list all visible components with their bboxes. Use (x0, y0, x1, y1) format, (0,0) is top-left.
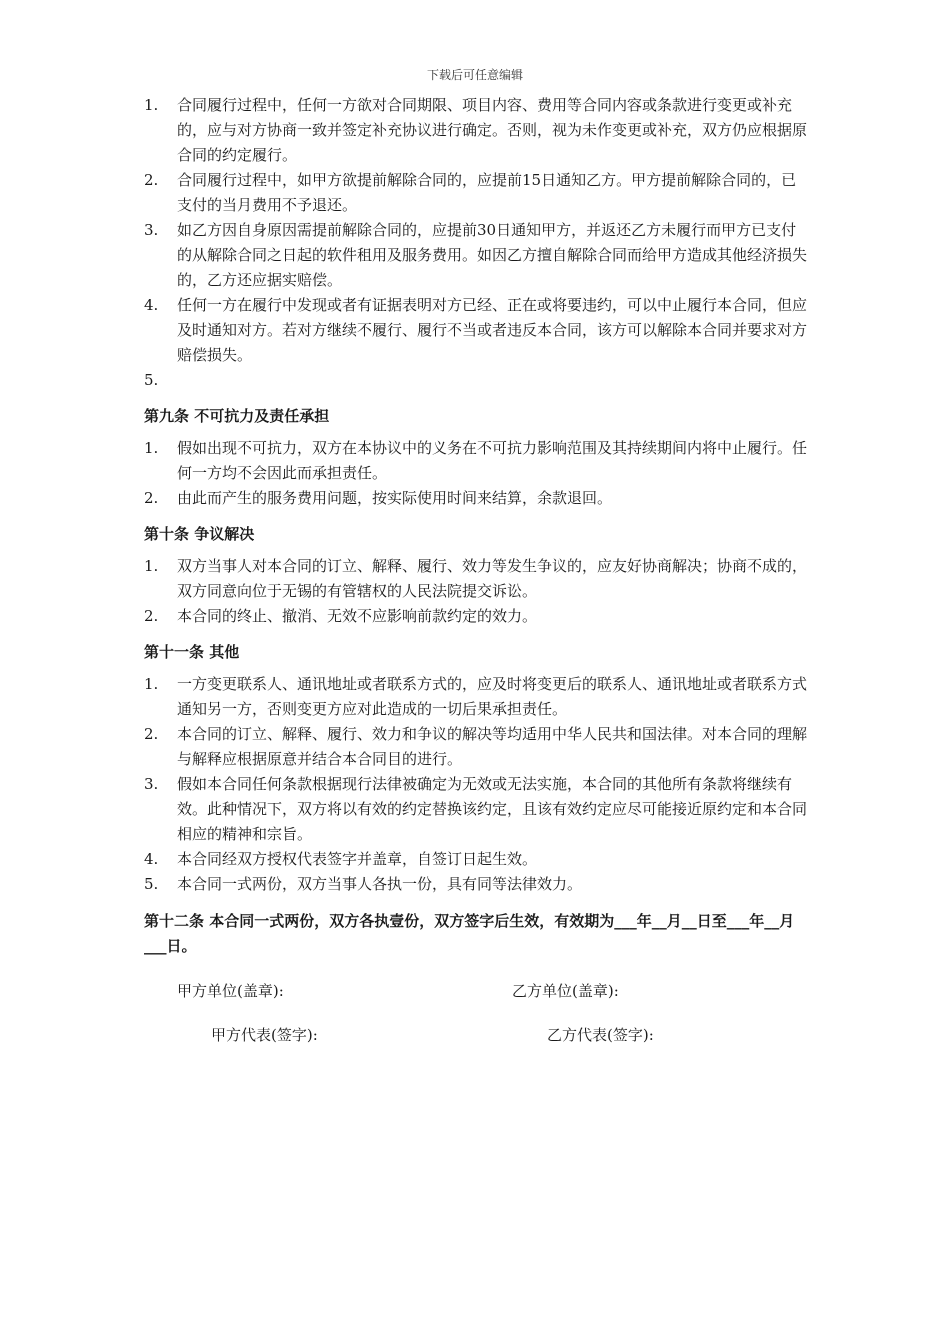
contract-body (144, 93, 808, 1047)
item-text: 如乙方因自身原因需提前解除合同的，应提前30日通知甲方，并返还乙方未履行而甲方已支付的从解除合同之日起的软件租用及服务费用。如因乙方擅自解除合同而给甲方造成其他经济损失的，乙方还应据实赔偿。 (177, 221, 808, 289)
list-item (144, 486, 808, 511)
item-number: 4. (144, 296, 159, 314)
section12-title: 第十二条 本合同一式两份，双方各执壹份，双方签字后生效，有效期为___年__月__日至___年__月___日。 (144, 912, 795, 955)
item-text (177, 371, 182, 389)
item-number: 5. (144, 371, 159, 389)
signature-row-unit (144, 979, 808, 1003)
item-text: 合同履行过程中，如甲方欲提前解除合同的，应提前15日通知乙方。甲方提前解除合同的，已支付的当月费用不予退还。 (177, 171, 797, 214)
item-number: 3. (144, 775, 159, 793)
item-number: 2. (144, 725, 159, 743)
item-text: 合同履行过程中，任何一方欲对合同期限、项目内容、费用等合同内容或条款进行变更或补充的，应与对方协商一致并签定补充协议进行确定。否则，视为未作变更或补充，双方仍应根据原合同的约定履行。 (177, 96, 808, 164)
item-text: 假如本合同任何条款根据现行法律被确定为无效或无法实施，本合同的其他所有条款将继续有效。此种情况下，双方将以有效的约定替换该约定，且该有效约定应尽可能接近原约定和本合同相应的精神和宗旨。 (177, 775, 808, 843)
party-a-unit-label: 甲方单位(盖章): (177, 982, 284, 1000)
list-item (144, 772, 808, 847)
item-number: 1. (144, 96, 159, 114)
party-b-unit-label: 乙方单位(盖章): (512, 982, 619, 1000)
list-item (144, 847, 808, 872)
item-number: 4. (144, 850, 159, 868)
list-item (144, 368, 808, 393)
item-text: 一方变更联系人、通讯地址或者联系方式的，应及时将变更后的联系人、通讯地址或者联系方式通知另一方，否则变更方应对此造成的一切后果承担责任。 (177, 675, 808, 718)
list-item (144, 672, 808, 722)
section9-list (144, 436, 808, 511)
list-item (144, 293, 808, 368)
item-number: 2. (144, 489, 159, 507)
list-item (144, 93, 808, 168)
section11-title: 第十一条 其他 (144, 643, 240, 661)
item-number: 1. (144, 557, 159, 575)
signature-row-rep (144, 1023, 808, 1047)
list-item (144, 554, 808, 604)
party-b-rep-label: 乙方代表(签字): (547, 1026, 654, 1044)
list-item (144, 168, 808, 218)
list-item (144, 436, 808, 486)
party-a-rep-label: 甲方代表(签字): (211, 1026, 318, 1044)
section11-list (144, 672, 808, 897)
item-text: 本合同经双方授权代表签字并盖章，自签订日起生效。 (177, 850, 538, 868)
item-number: 3. (144, 221, 159, 239)
item-text: 本合同的订立、解释、履行、效力和争议的解决等均适用中华人民共和国法律。对本合同的理解与解释应根据原意并结合本合同目的进行。 (177, 725, 808, 768)
page-header: 下载后可任意编辑 (426, 68, 523, 82)
item-text: 由此而产生的服务费用问题，按实际使用时间来结算，余款退回。 (177, 489, 613, 507)
list-item (144, 872, 808, 897)
section9-title: 第九条 不可抗力及责任承担 (144, 407, 330, 425)
item-text: 假如出现不可抗力，双方在本协议中的义务在不可抗力影响范围及其持续期间内将中止履行。任何一方均不会因此而承担责任。 (177, 439, 808, 482)
item-text: 本合同一式两份，双方当事人各执一份，具有同等法律效力。 (177, 875, 583, 893)
list-item (144, 604, 808, 629)
section8-list (144, 93, 808, 393)
list-item (144, 722, 808, 772)
item-text: 本合同的终止、撤消、无效不应影响前款约定的效力。 (177, 607, 538, 625)
section10-title: 第十条 争议解决 (144, 525, 255, 543)
item-number: 2. (144, 171, 159, 189)
section10-list (144, 554, 808, 629)
item-number: 1. (144, 675, 159, 693)
item-number: 2. (144, 607, 159, 625)
item-number: 5. (144, 875, 159, 893)
item-text: 任何一方在履行中发现或者有证据表明对方已经、正在或将要违约，可以中止履行本合同，但应及时通知对方。若对方继续不履行、履行不当或者违反本合同，该方可以解除本合同并要求对方赔偿损失。 (177, 296, 808, 364)
list-item (144, 218, 808, 293)
item-text: 双方当事人对本合同的订立、解释、履行、效力等发生争议的，应友好协商解决；协商不成的，双方同意向位于无锡的有管辖权的人民法院提交诉讼。 (177, 557, 808, 600)
item-number: 1. (144, 439, 159, 457)
